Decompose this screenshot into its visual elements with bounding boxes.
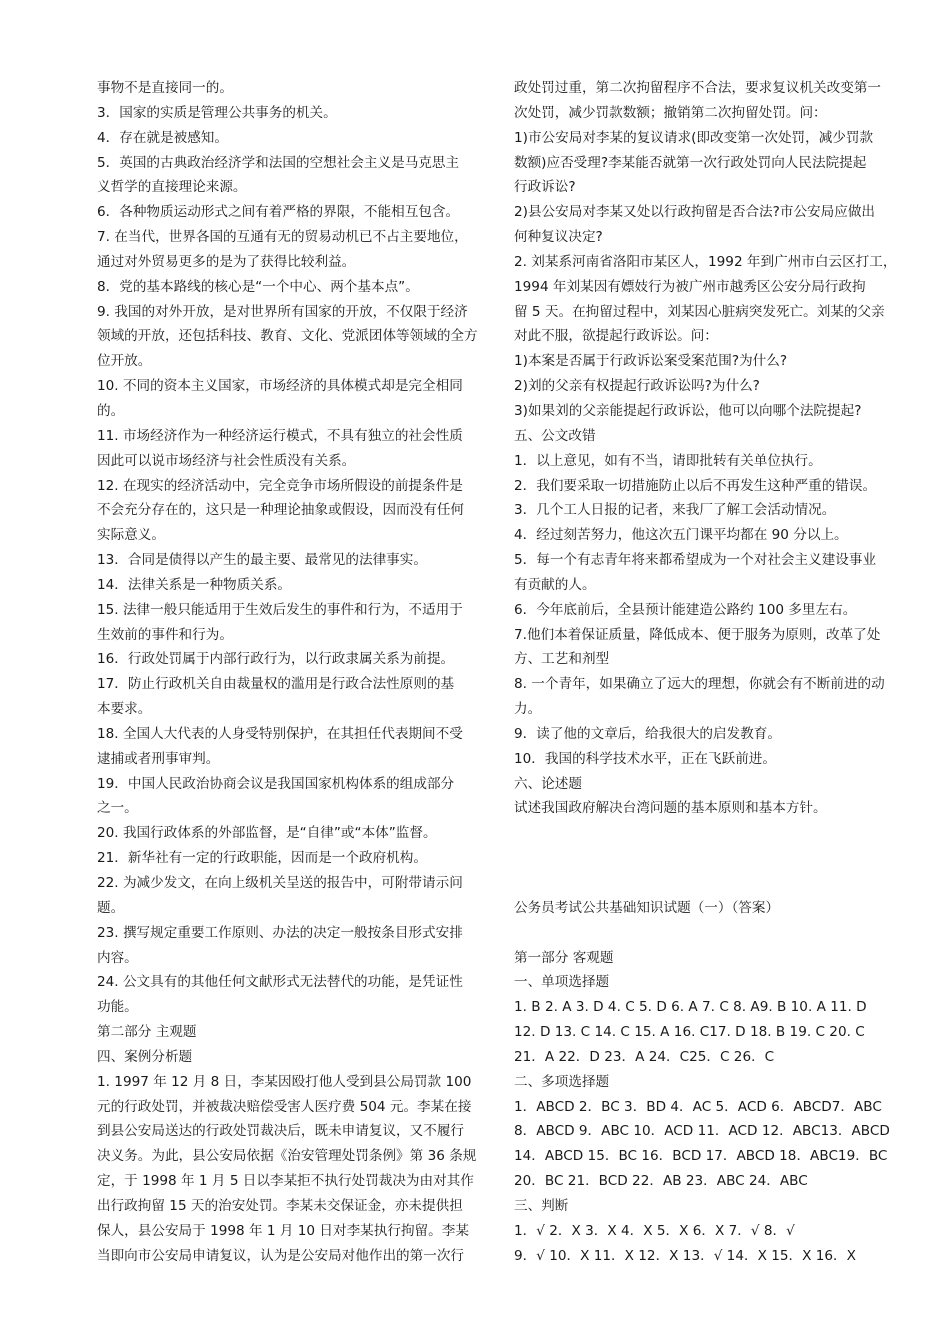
left-column-line: 之一。 bbox=[97, 800, 138, 817]
left-column-line: 通过对外贸易更多的是为了获得比较利益。 bbox=[97, 253, 356, 270]
right-column-line bbox=[514, 821, 906, 846]
right-column-line: 7.他们本着保证质量，降低成本、便于服务为原则，改革了处 bbox=[514, 626, 881, 643]
left-column-line: 元的行政处罚，并被裁决赔偿受害人医疗费 504 元。李某在接 bbox=[97, 1098, 472, 1115]
right-column-line: 1)市公安局对李某的复议请求(即改变第一次处罚，减少罚款 bbox=[514, 129, 874, 146]
right-column-line bbox=[514, 921, 906, 946]
left-column-line: 到县公安局送达的行政处罚裁决后，既未申请复议，又不履行 bbox=[97, 1123, 465, 1140]
right-column-line bbox=[514, 871, 906, 896]
left-column-line: 四、案例分析题 bbox=[97, 1048, 193, 1065]
left-column-line: 24. 公文具有的其他任何文献形式无法替代的功能，是凭证性 bbox=[97, 974, 463, 991]
right-column-line: 对此不服，欲提起行政诉讼。问： bbox=[514, 328, 718, 345]
right-column-line: 2)县公安局对李某又处以行政拘留是否合法?市公安局应做出 bbox=[514, 204, 876, 221]
right-column-line: 三、判断 bbox=[514, 1197, 569, 1214]
right-column-line: 21．A 22．D 23．A 24．C25．C 26．C bbox=[514, 1048, 775, 1065]
right-column-line: 次处罚，减少罚款数额；撤销第二次拘留处罚。问： bbox=[514, 104, 827, 121]
left-column-line: 生效前的事件和行为。 bbox=[97, 626, 233, 643]
left-column-line: 13．合同是债得以产生的最主要、最常见的法律事实。 bbox=[97, 552, 427, 569]
right-column-line: 1．以上意见，如有不当，请即批转有关单位执行。 bbox=[514, 452, 822, 469]
right-column-line: 9．读了他的文章后，给我很大的启发教育。 bbox=[514, 725, 781, 742]
right-column-line: 9．√ 10．X 11．X 12．X 13．√ 14．X 15．X 16．X bbox=[514, 1247, 856, 1264]
right-column-line: 4．经过刻苦努力，他这次五门课平均都在 90 分以上。 bbox=[514, 527, 848, 544]
right-column-line: 一、单项选择题 bbox=[514, 974, 610, 991]
left-column-line: 功能。 bbox=[97, 999, 138, 1016]
right-column-line: 政处罚过重，第二次拘留程序不合法，要求复议机关改变第一 bbox=[514, 80, 882, 96]
right-column-line: 2．我们要采取一切措施防止以后不再发生这种严重的错误。 bbox=[514, 477, 877, 494]
left-column-line: 实际意义。 bbox=[97, 527, 165, 544]
left-column-line: 16．行政处罚属于内部行政行为，以行政隶属关系为前提。 bbox=[97, 651, 455, 668]
left-column-line: 保人，县公安局于 1998 年 1 月 10 日对李某执行拘留。李某 bbox=[97, 1222, 469, 1239]
left-column-line: 4．存在就是被感知。 bbox=[97, 129, 228, 146]
right-column-line: 12. D 13. C 14. C 15. A 16. C17. D 18. B 19. C 20. C bbox=[514, 1024, 865, 1041]
left-column-line: 10. 不同的资本主义国家，市场经济的具体模式却是完全相同 bbox=[97, 378, 463, 395]
left-column-line: 题。 bbox=[97, 899, 125, 916]
right-column-line: 6．今年底前后，全县预计能建造公路约 100 多里左右。 bbox=[514, 601, 857, 618]
left-column-line: 第二部分 主观题 bbox=[97, 1024, 197, 1041]
left-column-line: 11. 市场经济作为一种经济运行模式，不具有独立的社会性质 bbox=[97, 427, 463, 444]
left-column-line: 8．党的基本路线的核心是“一个中心、两个基本点”。 bbox=[97, 278, 419, 295]
right-column-line: 3)如果刘的父亲能提起行政诉讼，他可以向哪个法院提起? bbox=[514, 402, 862, 419]
left-column-line: 12. 在现实的经济活动中，完全竞争市场所假设的前提条件是 bbox=[97, 477, 463, 494]
right-column-line: 1. B 2. A 3. D 4. C 5. D 6. A 7. C 8. A9. B 10. A 11. D bbox=[514, 999, 867, 1016]
right-column-line: 14．ABCD 15．BC 16．BCD 17．ABCD 18．ABC19．BC bbox=[514, 1148, 888, 1165]
left-column-line: 9. 我国的对外开放，是对世界所有国家的开放，不仅限于经济 bbox=[97, 303, 468, 320]
right-column-line: 1994 年刘某因有嫖妓行为被广州市越秀区公安分局行政拘 bbox=[514, 278, 866, 295]
right-column-line: 二、多项选择题 bbox=[514, 1073, 610, 1090]
left-column bbox=[97, 76, 485, 1269]
left-column-line: 当即向市公安局申请复议，认为是公安局对他作出的第一次行 bbox=[97, 1247, 465, 1264]
right-column-line: 方、工艺和剂型 bbox=[514, 651, 610, 668]
left-column-line: 出行政拘留 15 天的治安处罚。李某未交保证金，亦未提供担 bbox=[97, 1197, 463, 1214]
left-column-line: 19．中国人民政治协商会议是我国国家机构体系的组成部分 bbox=[97, 775, 455, 792]
left-column-line: 14．法律关系是一种物质关系。 bbox=[97, 576, 292, 593]
left-column-line: 位开放。 bbox=[97, 353, 152, 370]
right-column-line: 2. 刘某系河南省洛阳市某区人，1992 年到广州市白云区打工， bbox=[514, 253, 897, 270]
left-column-line: 逮捕或者刑事审判。 bbox=[97, 750, 220, 767]
right-column-line: 六、论述题 bbox=[514, 775, 582, 792]
left-column-line: 18. 全国人大代表的人身受特别保护，在其担任代表期间不受 bbox=[97, 725, 463, 742]
left-column-line: 本要求。 bbox=[97, 701, 152, 718]
right-column-line: 第一部分 客观题 bbox=[514, 949, 614, 966]
right-column-line: 行政诉讼? bbox=[514, 179, 576, 196]
right-column-line: 力。 bbox=[514, 701, 542, 718]
left-column-line: 6．各种物质运动形式之间有着严格的界限，不能相互包含。 bbox=[97, 204, 460, 221]
right-column-line: 8. 一个青年，如果确立了远大的理想，你就会有不断前进的动 bbox=[514, 676, 885, 693]
right-column-line: 试述我国政府解决台湾问题的基本原则和基本方针。 bbox=[514, 800, 827, 817]
right-column bbox=[514, 76, 906, 1269]
left-column-line: 领域的开放，还包括科技、教育、文化、党派团体等领域的全方 bbox=[97, 328, 478, 345]
right-column-line: 留 5 天。在拘留过程中，刘某因心脏病突发死亡。刘某的父亲 bbox=[514, 303, 885, 320]
left-column-line: 的。 bbox=[97, 402, 125, 419]
left-column-line: 22. 为减少发文，在向上级机关呈送的报告中，可附带请示问 bbox=[97, 875, 463, 891]
right-column-line: 公务员考试公共基础知识试题（一）（答案） bbox=[514, 899, 780, 916]
right-column-line bbox=[514, 846, 906, 871]
left-column-line: 不会充分存在的，这只是一种理论抽象或假设，因而没有任何 bbox=[97, 502, 465, 519]
left-column-line: 20. 我国行政体系的外部监督，是“自律”或“本体”监督。 bbox=[97, 825, 437, 842]
right-column-line: 何种复议决定? bbox=[514, 229, 603, 246]
left-column-line: 15. 法律一般只能适用于生效后发生的事件和行为，不适用于 bbox=[97, 601, 463, 618]
left-column-line: 决义务。为此，县公安局依据《治安管理处罚条例》第 36 条规 bbox=[97, 1148, 477, 1165]
right-column-line: 20．BC 21．BCD 22．AB 23．ABC 24．ABC bbox=[514, 1173, 808, 1190]
left-column-line: 5．英国的古典政治经济学和法国的空想社会主义是马克思主 bbox=[97, 154, 460, 171]
right-column-line: 五、公文改错 bbox=[514, 427, 596, 444]
left-column-line: 因此可以说市场经济与社会性质没有关系。 bbox=[97, 452, 356, 469]
right-column-line: 数额)应否受理?李某能否就第一次行政处罚向人民法院提起 bbox=[514, 154, 867, 171]
right-column-line: 有贡献的人。 bbox=[514, 576, 596, 593]
right-column-line: 1)本案是否属于行政诉讼案受案范围?为什么? bbox=[514, 353, 788, 370]
left-column-line: 内容。 bbox=[97, 949, 138, 966]
left-column-line: 1. 1997 年 12 月 8 日，李某因殴打他人受到县公局罚款 100 bbox=[97, 1073, 472, 1090]
left-column-line: 定，于 1998 年 1 月 5 日以李某拒不执行处罚裁决为由对其作 bbox=[97, 1173, 474, 1190]
right-column-line: 8．ABCD 9．ABC 10．ACD 11．ACD 12．ABC13．ABCD bbox=[514, 1123, 890, 1140]
left-column-line: 17．防止行政机关自由裁量权的滥用是行政合法性原则的基 bbox=[97, 676, 455, 693]
right-column-line: 1．ABCD 2．BC 3．BD 4．AC 5．ACD 6．ABCD7．ABC bbox=[514, 1098, 882, 1115]
right-column-line: 1．√ 2．X 3．X 4．X 5．X 6．X 7．√ 8．√ bbox=[514, 1222, 795, 1239]
left-column-line: 21．新华社有一定的行政职能，因而是一个政府机构。 bbox=[97, 850, 427, 867]
right-column-line: 2)刘的父亲有权提起行政诉讼吗?为什么? bbox=[514, 378, 760, 395]
right-column-line: 3．几个工人日报的记者，来我厂了解工会活动情况。 bbox=[514, 502, 836, 519]
left-column-line: 3．国家的实质是管理公共事务的机关。 bbox=[97, 104, 337, 121]
right-column-line: 10．我国的科学技术水平，正在飞跃前进。 bbox=[514, 750, 776, 767]
right-column-line: 5．每一个有志青年将来都希望成为一个对社会主义建设事业 bbox=[514, 552, 877, 569]
left-column-line: 义哲学的直接理论来源。 bbox=[97, 179, 247, 196]
left-column-line: 23. 撰写规定重要工作原则、办法的决定一般按条目形式安排 bbox=[97, 924, 463, 941]
left-column-line: 事物不是直接同一的。 bbox=[97, 80, 233, 96]
left-column-line: 7. 在当代，世界各国的互通有无的贸易动机已不占主要地位， bbox=[97, 229, 468, 246]
